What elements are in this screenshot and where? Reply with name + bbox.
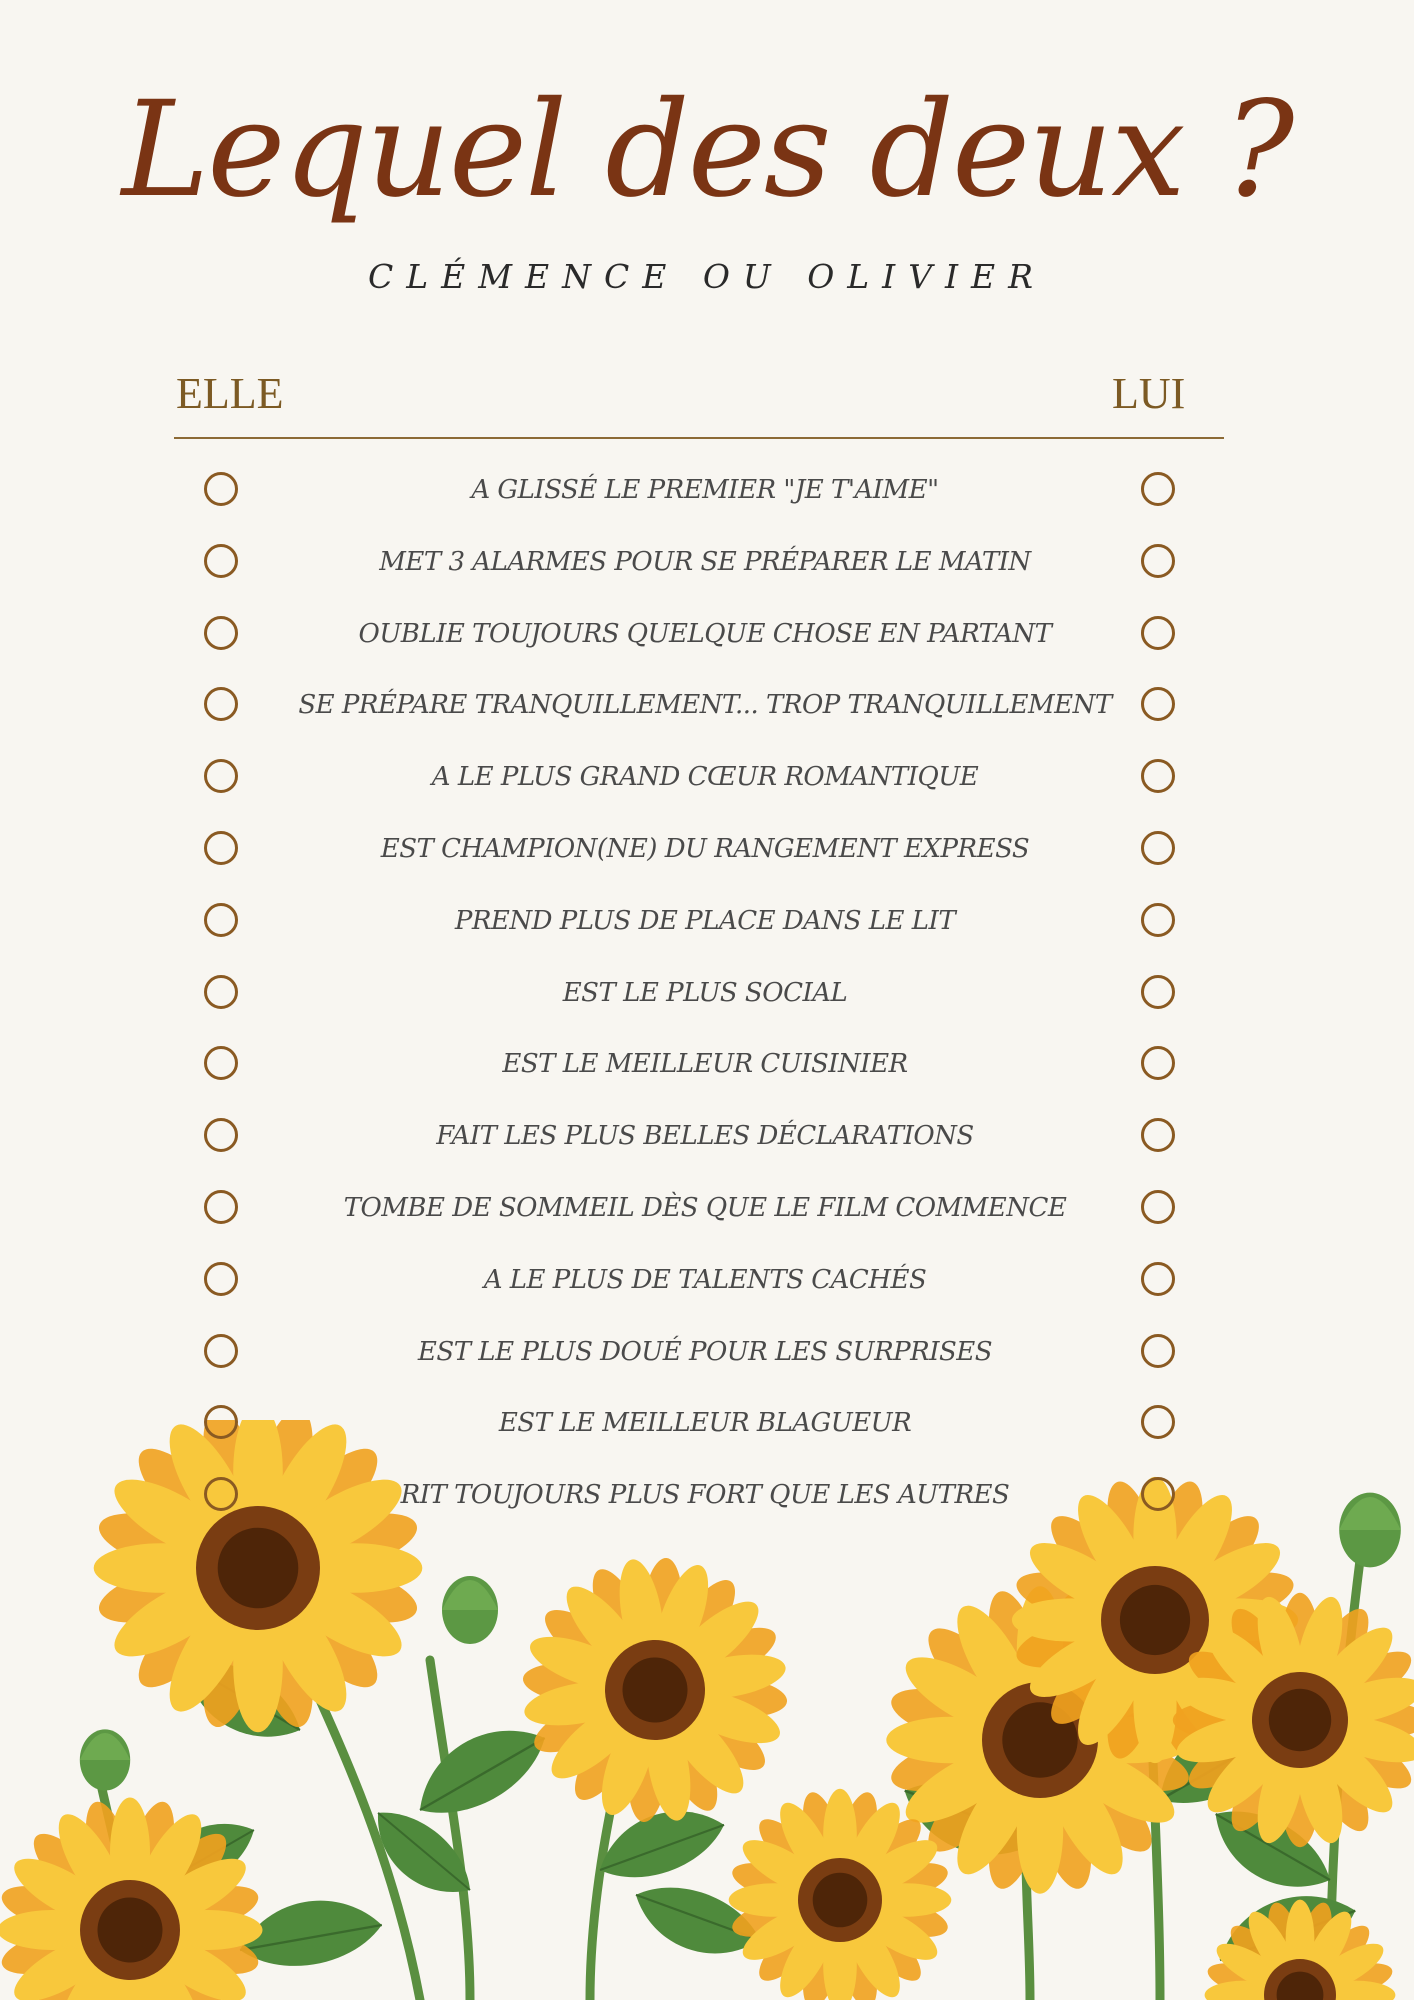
elle-checkbox[interactable] bbox=[204, 1190, 238, 1224]
question-text: OUBLIE TOUJOURS QUELQUE CHOSE EN PARTANT bbox=[358, 618, 1052, 649]
question-row bbox=[0, 889, 1414, 961]
page-title: Lequel des deux ? bbox=[121, 73, 1293, 227]
lui-checkbox[interactable] bbox=[1141, 831, 1175, 865]
question-row bbox=[0, 1248, 1414, 1320]
question-row bbox=[0, 1320, 1414, 1392]
question-text: FAIT LES PLUS BELLES DÉCLARATIONS bbox=[436, 1121, 974, 1152]
elle-checkbox[interactable] bbox=[204, 831, 238, 865]
lui-checkbox[interactable] bbox=[1141, 1046, 1175, 1080]
question-text: PREND PLUS DE PLACE DANS LE LIT bbox=[454, 905, 956, 936]
lui-checkbox[interactable] bbox=[1141, 544, 1175, 578]
elle-checkbox[interactable] bbox=[204, 1118, 238, 1152]
elle-checkbox[interactable] bbox=[204, 472, 238, 506]
elle-checkbox[interactable] bbox=[204, 1262, 238, 1296]
lui-checkbox[interactable] bbox=[1141, 687, 1175, 721]
question-row bbox=[0, 1176, 1414, 1248]
elle-checkbox[interactable] bbox=[204, 759, 238, 793]
header-divider bbox=[174, 437, 1224, 439]
elle-checkbox[interactable] bbox=[204, 544, 238, 578]
question-row bbox=[0, 530, 1414, 602]
subtitle: CLÉMENCE OU OLIVIER bbox=[368, 257, 1046, 296]
question-row bbox=[0, 961, 1414, 1033]
question-row bbox=[0, 817, 1414, 889]
lui-checkbox[interactable] bbox=[1141, 903, 1175, 937]
elle-checkbox[interactable] bbox=[204, 1477, 238, 1511]
lui-checkbox[interactable] bbox=[1141, 1262, 1175, 1296]
lui-checkbox[interactable] bbox=[1141, 759, 1175, 793]
elle-checkbox[interactable] bbox=[204, 1334, 238, 1368]
elle-checkbox[interactable] bbox=[204, 616, 238, 650]
lui-checkbox[interactable] bbox=[1141, 1334, 1175, 1368]
question-row bbox=[0, 1104, 1414, 1176]
lui-checkbox[interactable] bbox=[1141, 616, 1175, 650]
question-text: TOMBE DE SOMMEIL DÈS QUE LE FILM COMMENCE bbox=[343, 1192, 1067, 1223]
question-text: EST LE MEILLEUR CUISINIER bbox=[502, 1049, 908, 1080]
question-text: RIT TOUJOURS PLUS FORT QUE LES AUTRES bbox=[400, 1480, 1010, 1511]
question-text: EST LE PLUS SOCIAL bbox=[562, 977, 848, 1008]
question-row bbox=[0, 745, 1414, 817]
question-text: A GLISSÉ LE PREMIER "JE T'AIME" bbox=[471, 475, 939, 505]
question-row bbox=[0, 1032, 1414, 1104]
question-text: EST LE PLUS DOUÉ POUR LES SURPRISES bbox=[417, 1336, 993, 1367]
column-header-elle: ELLE bbox=[176, 369, 284, 418]
elle-checkbox[interactable] bbox=[204, 903, 238, 937]
elle-checkbox[interactable] bbox=[204, 1046, 238, 1080]
question-row bbox=[0, 602, 1414, 674]
question-text: A LE PLUS DE TALENTS CACHÉS bbox=[483, 1264, 927, 1295]
question-row bbox=[0, 673, 1414, 745]
lui-checkbox[interactable] bbox=[1141, 1118, 1175, 1152]
question-text: EST CHAMPION(NE) DU RANGEMENT EXPRESS bbox=[380, 833, 1030, 864]
question-text: MET 3 ALARMES POUR SE PRÉPARER LE MATIN bbox=[379, 546, 1031, 577]
lui-checkbox[interactable] bbox=[1141, 472, 1175, 506]
lui-checkbox[interactable] bbox=[1141, 975, 1175, 1009]
question-text: SE PRÉPARE TRANQUILLEMENT... TROP TRANQUILLEMENT bbox=[298, 690, 1112, 721]
column-header-lui: LUI bbox=[1112, 369, 1186, 418]
question-list bbox=[0, 458, 1414, 1535]
question-row bbox=[0, 458, 1414, 530]
lui-checkbox[interactable] bbox=[1141, 1190, 1175, 1224]
elle-checkbox[interactable] bbox=[204, 687, 238, 721]
question-text: A LE PLUS GRAND CŒUR ROMANTIQUE bbox=[431, 762, 979, 793]
elle-checkbox[interactable] bbox=[204, 975, 238, 1009]
lui-checkbox[interactable] bbox=[1141, 1477, 1175, 1511]
question-text: EST LE MEILLEUR BLAGUEUR bbox=[498, 1408, 912, 1439]
